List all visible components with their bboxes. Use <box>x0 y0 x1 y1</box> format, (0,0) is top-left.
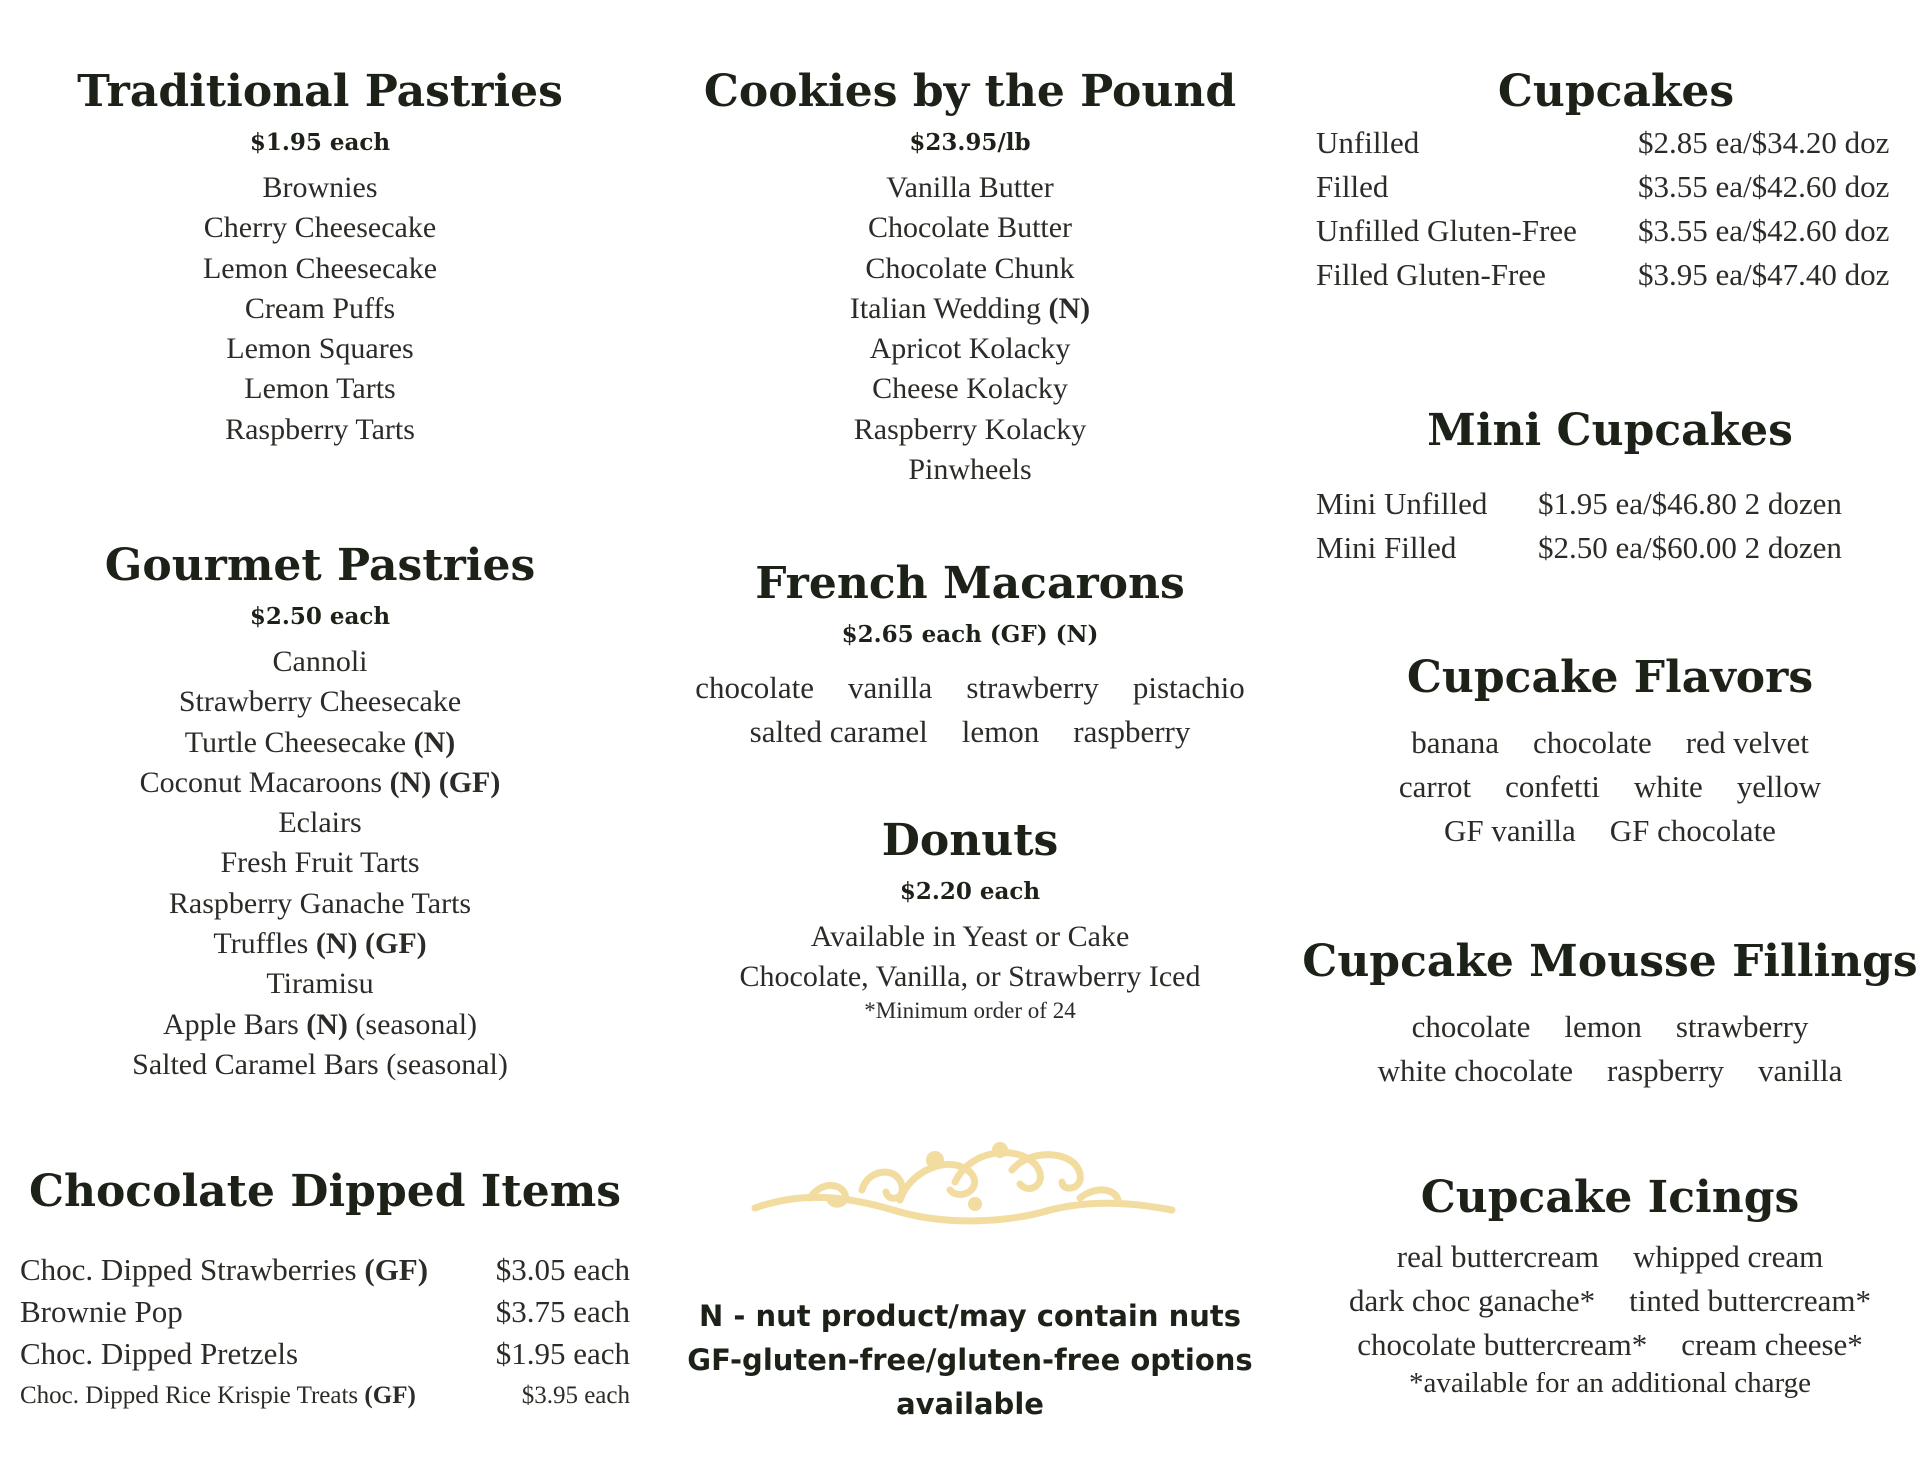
item-name: Cheese Kolacky <box>872 372 1068 406</box>
list-item <box>660 289 1280 329</box>
ornament-swirl-icon <box>750 1130 1180 1230</box>
word: tinted buttercream* <box>1629 1283 1871 1318</box>
item-name: Raspberry Ganache Tarts <box>168 886 472 920</box>
traditional-pastries-price: $1.95 each <box>249 129 391 156</box>
word: real buttercream <box>1396 1239 1599 1274</box>
word: banana <box>1411 725 1499 760</box>
word: raspberry <box>1606 1053 1725 1088</box>
row-name: Mini Unfilled <box>1316 486 1488 521</box>
item-name: Chocolate Butter <box>867 211 1073 245</box>
word: dark choc ganache* <box>1348 1283 1596 1318</box>
word: raspberry <box>1073 714 1191 749</box>
donuts-note: *Minimum order of 24 <box>864 997 1076 1023</box>
cookies-section <box>660 66 1280 490</box>
item-name: Salted Caramel Bars (seasonal) <box>132 1047 508 1081</box>
cupcake-fillings-section <box>1300 936 1920 1093</box>
list-item: Brownies <box>262 171 378 204</box>
gourmet-pastries-price: $2.50 each <box>249 603 391 630</box>
table-row <box>20 1249 630 1291</box>
list-item: Raspberry Tarts <box>225 412 415 446</box>
item-name: Raspberry Kolacky <box>853 412 1087 446</box>
item-name: Choc. Dipped Strawberries (GF) <box>20 1252 429 1287</box>
list-item: Lemon Squares <box>226 332 414 366</box>
word: red velvet <box>1685 725 1809 760</box>
word: GF vanilla <box>1444 813 1576 848</box>
cupcake-icings-note: *available for an additional charge <box>1408 1367 1812 1399</box>
row-price: $3.55 ea/$42.60 doz <box>1638 213 1890 248</box>
cookies-list <box>660 168 1280 490</box>
item-name: Apricot Kolacky <box>869 332 1071 366</box>
list-item: Cream Puffs <box>244 291 396 325</box>
word: vanilla <box>847 670 933 705</box>
cupcake-icings-title: Cupcake Icings <box>1420 1172 1800 1223</box>
cupcake-flavors-section <box>1300 652 1920 853</box>
item-name: Eclairs <box>278 806 362 840</box>
word: strawberry <box>966 670 1099 705</box>
row-price: $3.55 ea/$42.60 doz <box>1638 169 1890 204</box>
donuts-section <box>660 815 1280 1024</box>
item-name: Choc. Dipped Rice Krispie Treats (GF) <box>20 1382 416 1409</box>
legend-gluten-free: GF-gluten-free/gluten-free options <box>687 1343 1253 1377</box>
cupcake-flavors-title: Cupcake Flavors <box>1406 652 1814 703</box>
item-name: Vanilla Butter <box>886 171 1054 204</box>
macarons-section <box>660 558 1280 754</box>
list-item <box>20 924 620 964</box>
list-item <box>20 1005 620 1045</box>
legend-available: available <box>896 1387 1044 1421</box>
cookies-price: $23.95/lb <box>909 129 1031 156</box>
list-item <box>20 803 620 843</box>
item-name: Brownie Pop <box>20 1294 183 1329</box>
mini-cupcakes-title: Mini Cupcakes <box>1427 405 1793 456</box>
table-row <box>1316 253 1916 297</box>
item-price: $3.75 each <box>495 1294 630 1329</box>
cupcakes-title: Cupcakes <box>1497 66 1735 117</box>
traditional-pastries-section <box>20 66 620 450</box>
word: lemon <box>961 714 1040 749</box>
table-row <box>1316 165 1916 209</box>
chocolate-dipped-list <box>20 1249 630 1417</box>
list-item <box>20 884 620 924</box>
table-row <box>1316 121 1916 165</box>
list-item <box>20 1045 620 1085</box>
item-price: $3.05 each <box>495 1252 630 1287</box>
row-price: $2.85 ea/$34.20 doz <box>1638 125 1890 160</box>
chocolate-dipped-title: Chocolate Dipped Items <box>28 1166 622 1217</box>
cupcakes-price-list <box>1316 121 1916 297</box>
donuts-line-1: Available in Yeast or Cake <box>810 920 1130 953</box>
donuts-price: $2.20 each <box>899 878 1041 905</box>
chocolate-dipped-section <box>20 1166 630 1417</box>
row-price: $2.50 ea/$60.00 2 dozen <box>1538 530 1842 565</box>
gourmet-pastries-title: Gourmet Pastries <box>104 540 536 591</box>
macarons-flavors <box>660 666 1280 754</box>
row-name: Filled Gluten-Free <box>1316 257 1546 292</box>
donuts-title: Donuts <box>881 815 1059 866</box>
word: chocolate <box>1411 1009 1531 1044</box>
list-item <box>20 843 620 883</box>
item-name: Coconut Macaroons <box>139 765 383 799</box>
item-name: Choc. Dipped Pretzels <box>20 1336 299 1371</box>
cookies-title: Cookies by the Pound <box>703 66 1237 117</box>
row-price: $3.95 ea/$47.40 doz <box>1638 257 1890 292</box>
item-name: Strawberry Cheesecake <box>178 685 462 719</box>
list-item <box>20 642 620 682</box>
list-item: Cherry Cheesecake <box>203 211 437 245</box>
word-line <box>1300 1005 1920 1049</box>
table-row <box>1316 209 1916 253</box>
list-item: Lemon Tarts <box>244 372 396 406</box>
legend <box>660 1294 1280 1426</box>
word-line <box>1300 1323 1920 1367</box>
word: GF chocolate <box>1609 813 1776 848</box>
mini-cupcakes-price-list <box>1316 482 1916 570</box>
item-tags: (N) <box>298 1007 348 1041</box>
word-line <box>1300 1049 1920 1093</box>
donuts-line-2: Chocolate, Vanilla, or Strawberry Iced <box>739 960 1201 994</box>
word: lemon <box>1564 1009 1642 1044</box>
row-price: $1.95 ea/$46.80 2 dozen <box>1538 486 1842 521</box>
word-line <box>1300 721 1920 765</box>
row-name: Mini Filled <box>1316 530 1457 565</box>
list-item: Lemon Cheesecake <box>202 251 438 285</box>
macarons-title: French Macarons <box>755 558 1185 609</box>
item-price: $1.95 each <box>495 1336 630 1371</box>
gourmet-pastries-list <box>20 642 620 1085</box>
word-line <box>1300 1235 1920 1279</box>
item-name: Fresh Fruit Tarts <box>220 846 420 880</box>
list-item <box>660 249 1280 289</box>
word: chocolate <box>695 670 814 705</box>
table-row <box>20 1291 630 1333</box>
item-tag: (GF) <box>356 1252 429 1287</box>
word: pistachio <box>1132 670 1245 705</box>
word-line <box>1300 809 1920 853</box>
item-tag: (GF) <box>358 1382 416 1409</box>
cupcake-flavors-list <box>1300 721 1920 853</box>
item-tags: (N) (GF) <box>382 765 501 799</box>
list-item <box>660 369 1280 409</box>
list-item <box>660 168 1280 208</box>
word: salted caramel <box>749 714 928 749</box>
item-tags: (N) <box>406 725 456 759</box>
item-name: Pinwheels <box>908 453 1032 487</box>
item-name: Tiramisu <box>266 967 374 1001</box>
item-tags: (N) (GF) <box>308 927 427 961</box>
item-name: Chocolate Chunk <box>865 251 1075 285</box>
word: chocolate buttercream* <box>1357 1327 1648 1362</box>
gourmet-pastries-section <box>20 540 620 1085</box>
list-item <box>660 329 1280 369</box>
list-item <box>20 964 620 1004</box>
table-row <box>1316 482 1916 526</box>
row-name: Unfilled Gluten-Free <box>1316 213 1577 248</box>
item-name: Apple Bars <box>162 1007 299 1041</box>
cupcakes-section <box>1316 66 1916 297</box>
item-name: Italian Wedding <box>849 291 1041 325</box>
table-row <box>20 1333 630 1375</box>
item-note: (seasonal) <box>347 1007 478 1041</box>
word: white chocolate <box>1377 1053 1573 1088</box>
word-line <box>660 710 1280 754</box>
word-line <box>1300 765 1920 809</box>
word: yellow <box>1736 769 1822 804</box>
item-tag: (N) <box>1041 291 1091 325</box>
traditional-pastries-list <box>20 168 620 450</box>
word: whipped cream <box>1633 1239 1824 1274</box>
word: cream cheese* <box>1681 1327 1863 1362</box>
word: white <box>1633 769 1703 804</box>
word: confetti <box>1505 769 1600 804</box>
macarons-price: $2.65 each (GF) (N) <box>841 621 1099 648</box>
word: strawberry <box>1675 1009 1809 1044</box>
list-item <box>660 450 1280 490</box>
legend-nut: N - nut product/may contain nuts <box>699 1299 1241 1333</box>
word: chocolate <box>1532 725 1652 760</box>
word-line <box>1300 1279 1920 1323</box>
row-name: Filled <box>1316 169 1389 204</box>
list-item <box>660 410 1280 450</box>
cupcake-fillings-title: Cupcake Mousse Fillings <box>1302 936 1918 987</box>
cupcake-fillings-list <box>1300 1005 1920 1093</box>
item-name: Cannoli <box>272 645 368 678</box>
traditional-pastries-title: Traditional Pastries <box>77 66 563 117</box>
word-line <box>660 666 1280 710</box>
list-item <box>660 208 1280 248</box>
list-item <box>20 763 620 803</box>
table-row <box>20 1375 630 1417</box>
item-name: Truffles <box>213 927 309 961</box>
item-price: $3.95 each <box>521 1382 630 1409</box>
list-item <box>20 723 620 763</box>
word: carrot <box>1398 769 1472 804</box>
cupcake-icings-list <box>1300 1235 1920 1367</box>
word: vanilla <box>1758 1053 1843 1088</box>
item-name: Turtle Cheesecake <box>184 725 407 759</box>
mini-cupcakes-section <box>1316 405 1916 570</box>
table-row <box>1316 526 1916 570</box>
list-item <box>20 682 620 722</box>
cupcake-icings-section <box>1300 1172 1920 1400</box>
row-name: Unfilled <box>1316 125 1420 160</box>
